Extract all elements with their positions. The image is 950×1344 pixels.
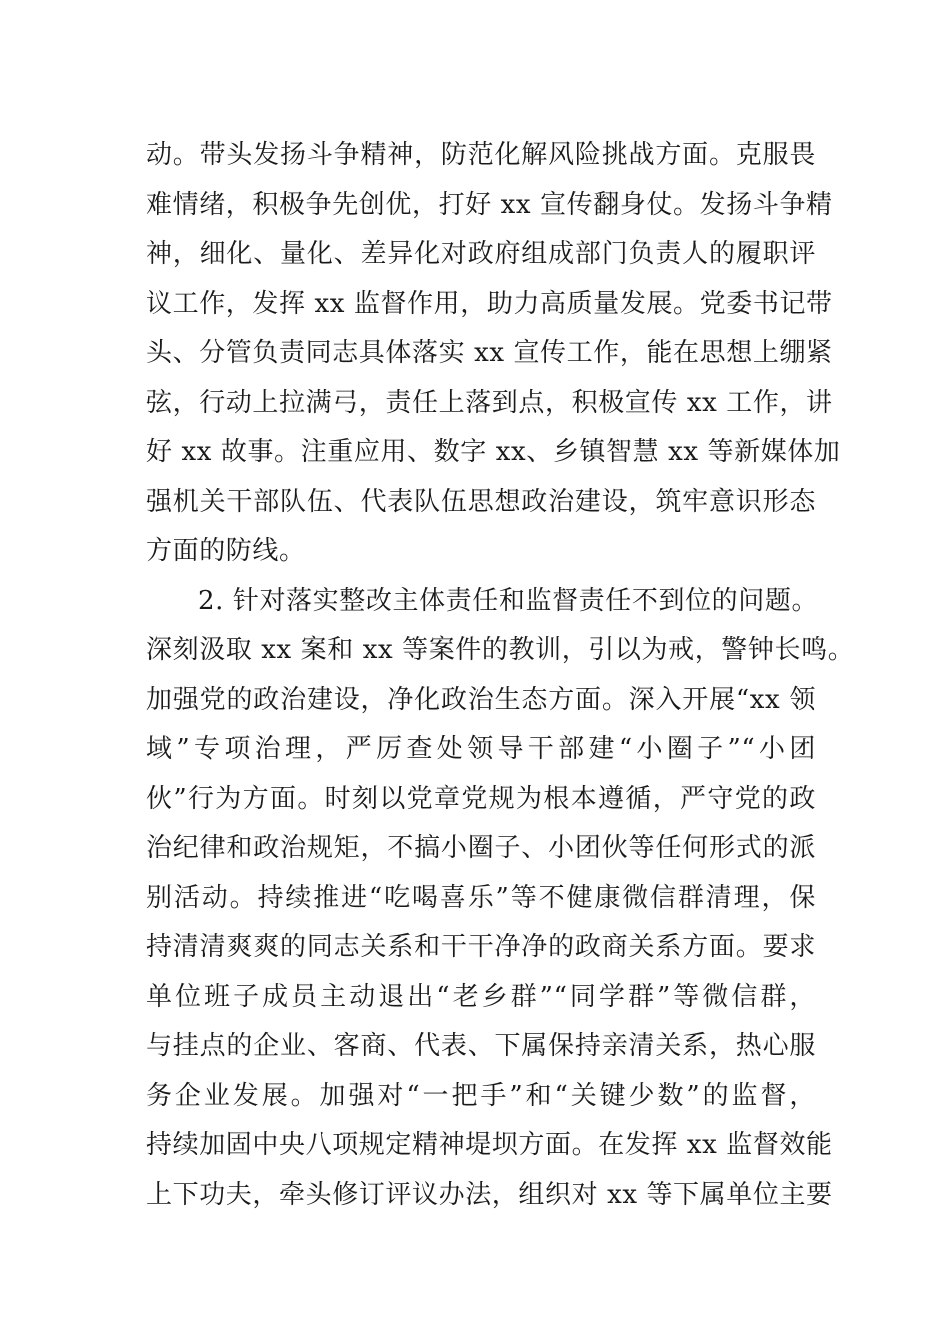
text-line: 加强党的政治建设，净化政治生态方面。深入开展“xx 领 xyxy=(146,684,816,715)
text-line: 域”专项治理，严厉查处领导干部建“小圈子”“小团 xyxy=(146,734,816,764)
paragraph-end-line: 方面的防线。 xyxy=(146,536,306,566)
text-line: 持续加固中央八项规定精神堤坝方面。在发挥 xx 监督效能 xyxy=(146,1130,833,1160)
text-line: 头、分管负责同志具体落实 xx 宣传工作，能在思想上绷紧 xyxy=(146,338,833,368)
text-line: 弦，行动上拉满弓，责任上落到点，积极宣传 xx 工作，讲 xyxy=(146,387,833,418)
text-line: 与挂点的企业、客商、代表、下属保持亲清关系，热心服 xyxy=(146,1031,816,1061)
text-line: 上下功夫，牵头修订评议办法，组织对 xx 等下属单位主要 xyxy=(146,1179,833,1210)
text-line: 深刻汲取 xx 案和 xx 等案件的教训，引以为戒，警钟长鸣。 xyxy=(146,635,855,665)
text-line: 好 xx 故事。注重应用、数字 xx、乡镇智慧 xx 等新媒体加 xyxy=(146,437,841,467)
text-line: 神，细化、量化、差异化对政府组成部门负责人的履职评 xyxy=(146,239,816,269)
section-heading-line: 2. 针对落实整改主体责任和监督责任不到位的问题。 xyxy=(198,585,819,616)
text-line: 伙”行为方面。时刻以党章党规为根本遵循，严守党的政 xyxy=(146,783,816,814)
text-line: 议工作，发挥 xx 监督作用，助力高质量发展。党委书记带 xyxy=(146,288,833,319)
text-line: 强机关干部队伍、代表队伍思想政治建设，筑牢意识形态 xyxy=(146,486,816,517)
text-line: 动。带头发扬斗争精神，防范化解风险挑战方面。克服畏 xyxy=(146,140,816,170)
text-line: 别活动。持续推进“吃喝喜乐”等不健康微信群清理，保 xyxy=(146,882,816,913)
text-line: 务企业发展。加强对“一把手”和“关键少数”的监督， xyxy=(146,1080,816,1111)
text-line: 单位班子成员主动退出“老乡群”“同学群”等微信群， xyxy=(146,981,816,1012)
text-line: 治纪律和政治规矩，不搞小圈子、小团伙等任何形式的派 xyxy=(146,833,816,863)
text-line: 难情绪，积极争先创优，打好 xx 宣传翻身仗。发扬斗争精 xyxy=(146,189,833,220)
body-text xyxy=(146,131,855,1220)
text-line: 持清清爽爽的同志关系和干干净净的政商关系方面。要求 xyxy=(146,932,816,962)
